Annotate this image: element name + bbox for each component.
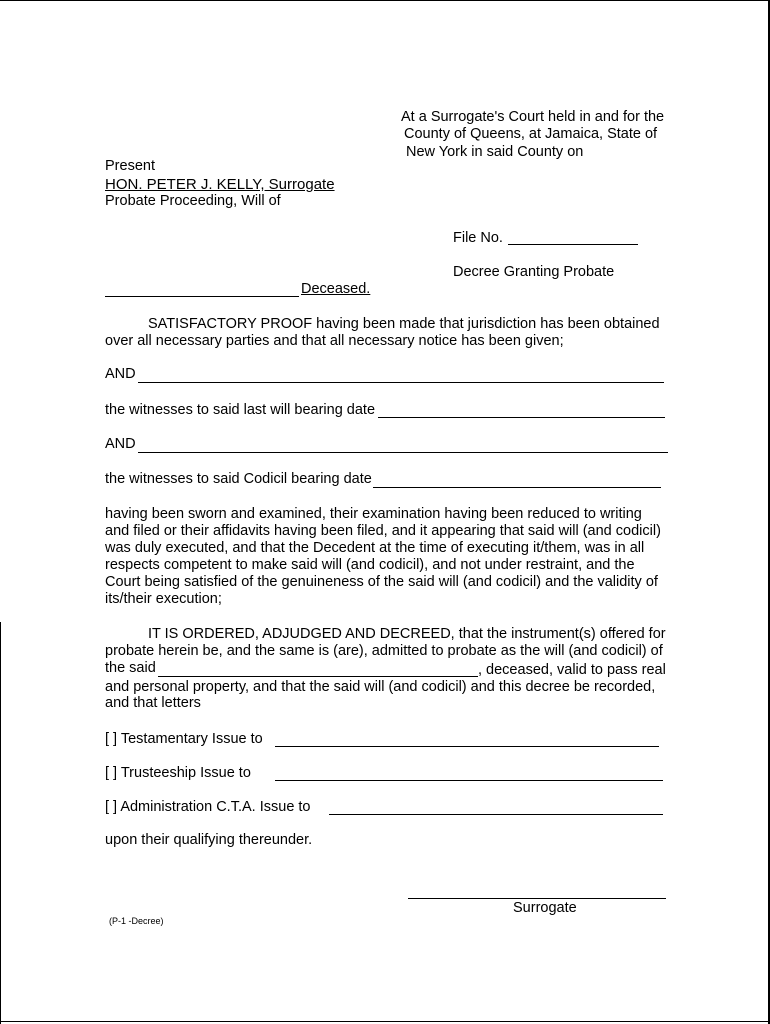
paragraph-line: IT IS ORDERED, ADJUDGED AND DECREED, that the instrument(s) offered for (148, 626, 666, 642)
paragraph-line: probate herein be, and the same is (are), admitted to probate as the will (and codicil) of (105, 643, 663, 659)
paragraph-line: and that letters (105, 695, 201, 711)
witnesses-will-label: the witnesses to said last will bearing date (105, 402, 376, 418)
paragraph-line: was duly executed, and that the Decedent at the time of executing it/them, was in all (105, 540, 645, 556)
and-label: AND (105, 366, 136, 382)
and-field[interactable] (138, 382, 664, 383)
administration-cta-option[interactable]: [ ] Administration C.T.A. Issue to (105, 799, 311, 815)
testamentary-option[interactable]: [ ] Testamentary Issue to (105, 731, 263, 747)
file-no-label: File No. (453, 230, 503, 246)
will-date-field[interactable] (378, 417, 665, 418)
paragraph-line: and personal property, and that the said will (and codicil) and this decree be recorded, (105, 679, 656, 695)
and-field[interactable] (138, 452, 668, 453)
signature-label: Surrogate (513, 900, 577, 916)
deceased-label: Deceased. (301, 281, 371, 297)
scan-top-edge (0, 0, 770, 1)
codicil-date-field[interactable] (373, 487, 661, 488)
trusteeship-field[interactable] (275, 780, 663, 781)
administration-field[interactable] (329, 814, 663, 815)
paragraph-line: SATISFACTORY PROOF having been made that jurisdiction has been obtained (148, 316, 660, 332)
paragraph-line: respects competent to make said will (and codicil), and not under restraint, and the (105, 557, 635, 573)
decedent-name-field[interactable] (105, 296, 299, 297)
proceeding-label: Probate Proceeding, Will of (105, 193, 281, 209)
paragraph-line: and filed or their affidavits having been filed, and it appearing that said will (and codicil) (105, 523, 661, 539)
and-label: AND (105, 436, 136, 452)
present-label: Present (105, 158, 155, 174)
scan-bottom-edge (0, 1021, 770, 1022)
file-no-field[interactable] (508, 244, 638, 245)
trusteeship-option[interactable]: [ ] Trusteeship Issue to (105, 765, 251, 781)
qualifying-text: upon their qualifying thereunder. (105, 832, 313, 848)
decree-title: Decree Granting Probate (453, 264, 615, 280)
paragraph-line: its/their execution; (105, 591, 222, 607)
paragraph-line: Court being satisfied of the genuineness of the said will (and codicil) and the validity of (105, 574, 658, 590)
witnesses-codicil-label: the witnesses to said Codicil bearing date (105, 471, 372, 487)
paragraph-line: over all necessary parties and that all necessary notice has been given; (105, 333, 564, 349)
decedent-field[interactable] (158, 676, 478, 677)
paragraph-line: having been sworn and examined, their examination having been reduced to writing (105, 506, 642, 522)
paragraph-line: , deceased, valid to pass real (478, 662, 666, 678)
judge-name: HON. PETER J. KELLY, Surrogate (105, 176, 335, 193)
court-header-line: County of Queens, at Jamaica, State of (404, 126, 658, 142)
signature-line[interactable] (408, 898, 666, 899)
scan-left-edge (0, 622, 1, 1024)
paragraph-line: the said (105, 660, 156, 676)
form-code: (P-1 -Decree) (109, 916, 164, 926)
court-header-line: New York in said County on (406, 144, 584, 160)
court-header-line: At a Surrogate's Court held in and for the (401, 109, 665, 125)
testamentary-field[interactable] (275, 746, 659, 747)
